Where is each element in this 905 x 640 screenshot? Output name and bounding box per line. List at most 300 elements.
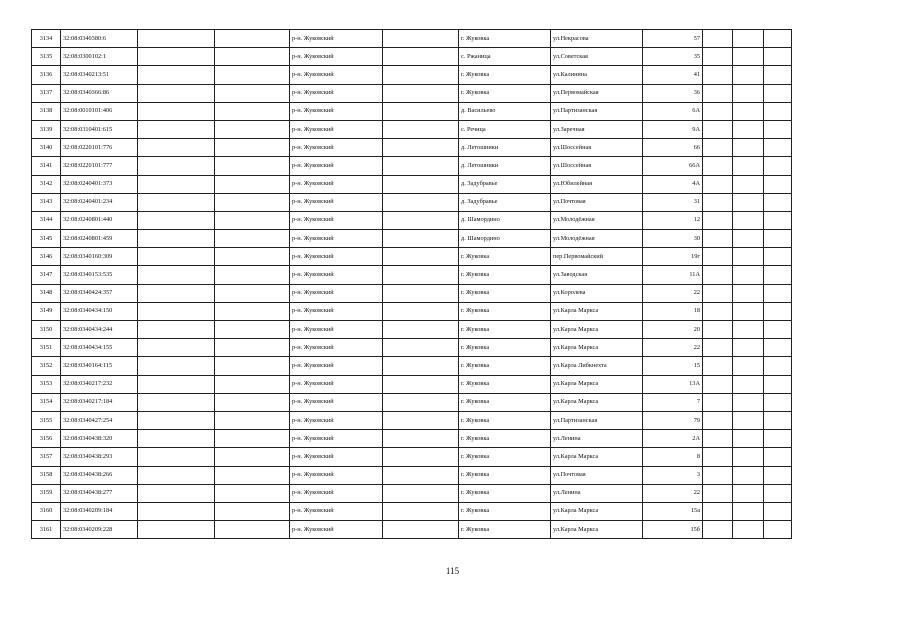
cell-empty xyxy=(733,66,764,84)
cell-district: р-н. Жуковский xyxy=(290,321,383,339)
cell-empty xyxy=(138,211,215,229)
cell-empty xyxy=(215,411,290,429)
cell-street: ул.Шоссейная xyxy=(551,157,643,175)
cell-empty xyxy=(215,484,290,502)
cell-empty xyxy=(383,230,459,248)
cell-cadastral-number: 32:08:0340217:184 xyxy=(61,393,138,411)
cell-empty xyxy=(138,175,215,193)
cell-district: р-н. Жуковский xyxy=(290,157,383,175)
table-row xyxy=(32,393,792,411)
table-row xyxy=(32,502,792,520)
cell-empty xyxy=(215,66,290,84)
cell-record-number: 3153 xyxy=(32,375,61,393)
cell-cadastral-number: 32:08:0340209:184 xyxy=(61,502,138,520)
cell-street: ул.Партизанская xyxy=(551,102,643,120)
cell-empty xyxy=(383,211,459,229)
cell-empty xyxy=(703,375,733,393)
cell-empty xyxy=(733,284,764,302)
cell-district: р-н. Жуковский xyxy=(290,484,383,502)
cell-empty xyxy=(138,302,215,320)
cell-empty xyxy=(733,375,764,393)
cell-empty xyxy=(764,102,792,120)
cell-empty xyxy=(383,502,459,520)
cell-empty xyxy=(703,448,733,466)
cell-empty xyxy=(733,248,764,266)
cell-empty xyxy=(733,430,764,448)
cell-empty xyxy=(383,284,459,302)
cell-empty xyxy=(383,48,459,66)
cell-empty xyxy=(703,339,733,357)
table-row xyxy=(32,302,792,320)
cell-empty xyxy=(383,193,459,211)
cell-cadastral-number: 32:08:0240401:234 xyxy=(61,193,138,211)
cell-district: р-н. Жуковский xyxy=(290,175,383,193)
cell-empty xyxy=(383,266,459,284)
cell-empty xyxy=(215,266,290,284)
cell-empty xyxy=(138,502,215,520)
cell-empty xyxy=(383,448,459,466)
cell-cadastral-number: 32:08:0300102:1 xyxy=(61,48,138,66)
cell-record-number: 3138 xyxy=(32,102,61,120)
cell-settlement: г. Жуковка xyxy=(459,484,551,502)
table-row xyxy=(32,230,792,248)
cell-house-number: 22 xyxy=(643,484,703,502)
cell-cadastral-number: 32:08:0220101:777 xyxy=(61,157,138,175)
cell-empty xyxy=(138,375,215,393)
cell-empty xyxy=(215,466,290,484)
cell-empty xyxy=(383,339,459,357)
cell-empty xyxy=(138,102,215,120)
cell-empty xyxy=(215,120,290,138)
cell-house-number: 9А xyxy=(643,120,703,138)
cell-district: р-н. Жуковский xyxy=(290,302,383,320)
cell-empty xyxy=(764,230,792,248)
cell-record-number: 3156 xyxy=(32,430,61,448)
cell-empty xyxy=(138,84,215,102)
cell-house-number: 12 xyxy=(643,211,703,229)
cell-record-number: 3154 xyxy=(32,393,61,411)
cell-empty xyxy=(215,448,290,466)
cell-street: ул.Шоссейная xyxy=(551,139,643,157)
cell-street: пер.Первомайский xyxy=(551,248,643,266)
cell-house-number: 8 xyxy=(643,448,703,466)
table-row xyxy=(32,430,792,448)
cell-settlement: с. Речица xyxy=(459,120,551,138)
cell-settlement: д. Васильево xyxy=(459,102,551,120)
cell-house-number: 41 xyxy=(643,66,703,84)
cell-street: ул.Молодёжная xyxy=(551,211,643,229)
cell-empty xyxy=(733,211,764,229)
cell-empty xyxy=(733,484,764,502)
table-row xyxy=(32,375,792,393)
cell-empty xyxy=(703,211,733,229)
cell-empty xyxy=(215,230,290,248)
cell-cadastral-number: 32:08:0340424:357 xyxy=(61,284,138,302)
cell-empty xyxy=(138,248,215,266)
cell-cadastral-number: 32:08:0240801:459 xyxy=(61,230,138,248)
cell-cadastral-number: 32:08:0340153:535 xyxy=(61,266,138,284)
cell-empty xyxy=(138,448,215,466)
cell-district: р-н. Жуковский xyxy=(290,393,383,411)
table-row xyxy=(32,339,792,357)
cell-street: ул.Королева xyxy=(551,284,643,302)
cell-cadastral-number: 32:08:0310401:615 xyxy=(61,120,138,138)
cell-empty xyxy=(733,193,764,211)
cell-empty xyxy=(764,357,792,375)
cell-empty xyxy=(764,484,792,502)
cell-house-number: 11А xyxy=(643,266,703,284)
cell-empty xyxy=(764,521,792,539)
cell-empty xyxy=(764,339,792,357)
cell-settlement: д. Летошники xyxy=(459,157,551,175)
cell-record-number: 3147 xyxy=(32,266,61,284)
cell-empty xyxy=(215,357,290,375)
registry-table-body xyxy=(32,30,792,539)
cell-settlement: г. Жуковка xyxy=(459,339,551,357)
cell-street: ул.Советская xyxy=(551,48,643,66)
cell-empty xyxy=(764,48,792,66)
cell-empty xyxy=(733,175,764,193)
table-row xyxy=(32,448,792,466)
table-row xyxy=(32,357,792,375)
cell-empty xyxy=(703,430,733,448)
cell-settlement: г. Жуковка xyxy=(459,248,551,266)
cell-empty xyxy=(383,66,459,84)
cell-cadastral-number: 32:08:0340164:115 xyxy=(61,357,138,375)
cell-empty xyxy=(733,393,764,411)
cell-cadastral-number: 32:08:0240801:440 xyxy=(61,211,138,229)
cell-empty xyxy=(138,120,215,138)
cell-empty xyxy=(383,175,459,193)
cell-street: ул.Почтовая xyxy=(551,193,643,211)
cell-settlement: г. Жуковка xyxy=(459,411,551,429)
cell-house-number: 36 xyxy=(643,84,703,102)
cell-empty xyxy=(764,266,792,284)
cell-empty xyxy=(383,393,459,411)
cell-cadastral-number: 32:08:0340438:320 xyxy=(61,430,138,448)
cell-district: р-н. Жуковский xyxy=(290,248,383,266)
cell-empty xyxy=(764,321,792,339)
cell-empty xyxy=(383,466,459,484)
cell-district: р-н. Жуковский xyxy=(290,193,383,211)
cell-empty xyxy=(138,339,215,357)
cell-settlement: г. Жуковка xyxy=(459,466,551,484)
cell-cadastral-number: 32:08:0010101:406 xyxy=(61,102,138,120)
cell-record-number: 3149 xyxy=(32,302,61,320)
cell-house-number: 66А xyxy=(643,157,703,175)
cell-settlement: д. Шамордино xyxy=(459,211,551,229)
cell-cadastral-number: 32:08:0340217:232 xyxy=(61,375,138,393)
cell-cadastral-number: 32:08:0340366:86 xyxy=(61,84,138,102)
table-row xyxy=(32,157,792,175)
cell-empty xyxy=(733,266,764,284)
cell-cadastral-number: 32:08:0340438:293 xyxy=(61,448,138,466)
cell-settlement: г. Жуковка xyxy=(459,66,551,84)
cell-empty xyxy=(215,375,290,393)
cell-record-number: 3161 xyxy=(32,521,61,539)
cell-settlement: г. Жуковка xyxy=(459,430,551,448)
cell-house-number: 18 xyxy=(643,302,703,320)
cell-street: ул.Почтовая xyxy=(551,466,643,484)
cell-street: ул.Карла Маркса xyxy=(551,502,643,520)
cell-empty xyxy=(733,448,764,466)
cell-record-number: 3152 xyxy=(32,357,61,375)
cell-empty xyxy=(703,502,733,520)
cell-empty xyxy=(703,84,733,102)
cell-empty xyxy=(764,30,792,48)
cell-empty xyxy=(764,66,792,84)
cell-district: р-н. Жуковский xyxy=(290,521,383,539)
cell-empty xyxy=(215,284,290,302)
cell-settlement: г. Жуковка xyxy=(459,357,551,375)
cell-empty xyxy=(764,302,792,320)
cell-district: р-н. Жуковский xyxy=(290,66,383,84)
cell-record-number: 3148 xyxy=(32,284,61,302)
cell-empty xyxy=(383,484,459,502)
cell-settlement: г. Жуковка xyxy=(459,393,551,411)
cell-empty xyxy=(383,375,459,393)
cell-empty xyxy=(764,175,792,193)
cell-empty xyxy=(764,393,792,411)
cell-empty xyxy=(703,157,733,175)
cell-empty xyxy=(733,120,764,138)
cell-district: р-н. Жуковский xyxy=(290,84,383,102)
cell-street: ул.Ленина xyxy=(551,484,643,502)
cell-empty xyxy=(703,230,733,248)
cell-empty xyxy=(733,339,764,357)
cell-empty xyxy=(733,302,764,320)
cell-empty xyxy=(703,466,733,484)
cell-empty xyxy=(215,321,290,339)
cell-cadastral-number: 32:08:0340213:51 xyxy=(61,66,138,84)
cell-empty xyxy=(733,157,764,175)
cell-empty xyxy=(703,139,733,157)
table-row xyxy=(32,266,792,284)
cell-empty xyxy=(703,521,733,539)
cell-district: р-н. Жуковский xyxy=(290,102,383,120)
cell-empty xyxy=(764,284,792,302)
cell-street: ул.Заводская xyxy=(551,266,643,284)
cell-empty xyxy=(764,193,792,211)
cell-house-number: 35 xyxy=(643,48,703,66)
cell-empty xyxy=(733,30,764,48)
cell-empty xyxy=(764,248,792,266)
cell-empty xyxy=(383,521,459,539)
cell-street: ул.Карла Маркса xyxy=(551,321,643,339)
cell-settlement: с. Ржаница xyxy=(459,48,551,66)
cell-empty xyxy=(764,84,792,102)
cell-street: ул.Карла Маркса xyxy=(551,302,643,320)
cell-street: ул.Некрасова xyxy=(551,30,643,48)
cell-record-number: 3142 xyxy=(32,175,61,193)
cell-empty xyxy=(733,102,764,120)
page-number: 115 xyxy=(445,566,460,576)
cell-district: р-н. Жуковский xyxy=(290,30,383,48)
cell-house-number: 13А xyxy=(643,375,703,393)
cell-empty xyxy=(138,266,215,284)
table-row xyxy=(32,120,792,138)
table-row xyxy=(32,321,792,339)
cell-empty xyxy=(215,393,290,411)
cell-district: р-н. Жуковский xyxy=(290,266,383,284)
cell-empty xyxy=(733,411,764,429)
cell-house-number: 4А xyxy=(643,175,703,193)
cell-empty xyxy=(215,139,290,157)
cell-empty xyxy=(383,102,459,120)
cell-cadastral-number: 32:08:0340434:155 xyxy=(61,339,138,357)
cell-house-number: 2А xyxy=(643,430,703,448)
cell-settlement: д. Шамордино xyxy=(459,230,551,248)
cell-house-number: 7 xyxy=(643,393,703,411)
cell-empty xyxy=(764,430,792,448)
table-row xyxy=(32,84,792,102)
cell-record-number: 3137 xyxy=(32,84,61,102)
cell-empty xyxy=(703,193,733,211)
cell-empty xyxy=(703,411,733,429)
cell-cadastral-number: 32:08:0340427:254 xyxy=(61,411,138,429)
cell-empty xyxy=(138,230,215,248)
cell-street: ул.Карла Маркса xyxy=(551,393,643,411)
cell-empty xyxy=(733,321,764,339)
cell-empty xyxy=(703,30,733,48)
cell-district: р-н. Жуковский xyxy=(290,211,383,229)
cell-house-number: 31 xyxy=(643,193,703,211)
cell-street: ул.Карла Маркса xyxy=(551,448,643,466)
cell-district: р-н. Жуковский xyxy=(290,375,383,393)
cell-record-number: 3146 xyxy=(32,248,61,266)
table-row xyxy=(32,175,792,193)
cell-empty xyxy=(764,120,792,138)
cell-empty xyxy=(733,230,764,248)
cell-house-number: 20 xyxy=(643,321,703,339)
cell-district: р-н. Жуковский xyxy=(290,139,383,157)
cell-cadastral-number: 32:08:0340434:150 xyxy=(61,302,138,320)
cell-cadastral-number: 32:08:0340160:309 xyxy=(61,248,138,266)
cell-empty xyxy=(703,321,733,339)
cell-record-number: 3158 xyxy=(32,466,61,484)
cell-district: р-н. Жуковский xyxy=(290,448,383,466)
cell-settlement: г. Жуковка xyxy=(459,266,551,284)
cell-settlement: г. Жуковка xyxy=(459,302,551,320)
cell-empty xyxy=(383,139,459,157)
cell-record-number: 3139 xyxy=(32,120,61,138)
cell-street: ул.Юбилейная xyxy=(551,175,643,193)
cell-street: ул.Партизанская xyxy=(551,411,643,429)
cell-empty xyxy=(215,502,290,520)
cell-street: ул.Карла Маркса xyxy=(551,521,643,539)
cell-settlement: д. Задубравье xyxy=(459,175,551,193)
table-row xyxy=(32,466,792,484)
cell-empty xyxy=(383,120,459,138)
cell-empty xyxy=(215,248,290,266)
table-row xyxy=(32,193,792,211)
table-row xyxy=(32,521,792,539)
cell-empty xyxy=(138,66,215,84)
cell-empty xyxy=(215,193,290,211)
cell-cadastral-number: 32:08:0340380:6 xyxy=(61,30,138,48)
cell-empty xyxy=(215,339,290,357)
cell-record-number: 3160 xyxy=(32,502,61,520)
cell-empty xyxy=(215,521,290,539)
cell-empty xyxy=(215,30,290,48)
cell-empty xyxy=(703,48,733,66)
table-row xyxy=(32,211,792,229)
cell-empty xyxy=(703,484,733,502)
cell-empty xyxy=(383,84,459,102)
cell-empty xyxy=(703,66,733,84)
cell-record-number: 3143 xyxy=(32,193,61,211)
cell-record-number: 3135 xyxy=(32,48,61,66)
table-row xyxy=(32,484,792,502)
cell-street: ул.Карла Маркса xyxy=(551,375,643,393)
cell-street: ул.Карла Маркса xyxy=(551,339,643,357)
cell-street: ул.Первомайская xyxy=(551,84,643,102)
cell-record-number: 3157 xyxy=(32,448,61,466)
cell-street: ул.Калинина xyxy=(551,66,643,84)
cell-record-number: 3151 xyxy=(32,339,61,357)
cell-empty xyxy=(703,266,733,284)
cell-cadastral-number: 32:08:0220101:776 xyxy=(61,139,138,157)
cell-empty xyxy=(703,302,733,320)
cell-settlement: г. Жуковка xyxy=(459,30,551,48)
cell-empty xyxy=(383,30,459,48)
cell-empty xyxy=(764,139,792,157)
cell-house-number: 66 xyxy=(643,139,703,157)
cell-house-number: 15б xyxy=(643,521,703,539)
cell-empty xyxy=(733,48,764,66)
cell-empty xyxy=(383,302,459,320)
cell-empty xyxy=(138,321,215,339)
cell-empty xyxy=(703,393,733,411)
cell-district: р-н. Жуковский xyxy=(290,357,383,375)
cell-empty xyxy=(138,484,215,502)
cell-empty xyxy=(733,357,764,375)
cell-empty xyxy=(733,84,764,102)
cell-empty xyxy=(383,321,459,339)
cell-empty xyxy=(138,157,215,175)
cell-empty xyxy=(733,502,764,520)
cell-empty xyxy=(733,139,764,157)
cell-house-number: 15 xyxy=(643,357,703,375)
cell-district: р-н. Жуковский xyxy=(290,48,383,66)
cell-empty xyxy=(703,284,733,302)
cell-empty xyxy=(138,393,215,411)
cell-empty xyxy=(764,375,792,393)
cell-record-number: 3144 xyxy=(32,211,61,229)
cell-empty xyxy=(215,84,290,102)
cell-empty xyxy=(383,157,459,175)
cell-district: р-н. Жуковский xyxy=(290,230,383,248)
cell-empty xyxy=(383,357,459,375)
cell-district: р-н. Жуковский xyxy=(290,466,383,484)
table-row xyxy=(32,411,792,429)
cell-empty xyxy=(138,30,215,48)
cell-street: ул.Заречная xyxy=(551,120,643,138)
cell-empty xyxy=(383,430,459,448)
cell-street: ул.Ленина xyxy=(551,430,643,448)
cell-empty xyxy=(383,248,459,266)
cell-empty xyxy=(215,48,290,66)
cell-empty xyxy=(138,466,215,484)
cell-empty xyxy=(703,357,733,375)
cell-record-number: 3140 xyxy=(32,139,61,157)
cell-empty xyxy=(138,193,215,211)
cell-district: р-н. Жуковский xyxy=(290,502,383,520)
cell-record-number: 3155 xyxy=(32,411,61,429)
cell-settlement: г. Жуковка xyxy=(459,321,551,339)
cell-empty xyxy=(215,157,290,175)
cell-house-number: 22 xyxy=(643,284,703,302)
